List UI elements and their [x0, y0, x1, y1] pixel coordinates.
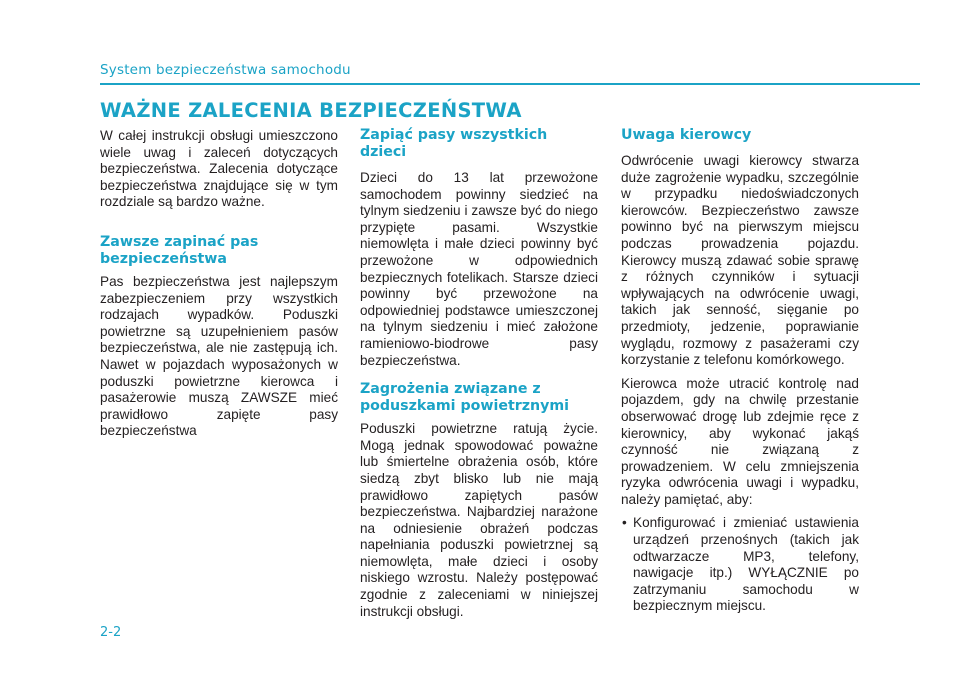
header-divider — [100, 83, 920, 85]
column-middle — [360, 128, 598, 627]
column-left — [100, 128, 338, 447]
children-paragraph: Dzieci do 13 lat przewożone samochodem powinny siedzieć na tylnym siedzeniu i zawsze być do niego przypięte pasami. Wszystkie niemowlęta i małe dzieci powinny być przewożone w odpowiednich bezpiecznych fotelikach. Starsze dzieci powinny być przewożone na odpowiedniej podstawce umieszczonej na tylnym siedzeniu i mieć założone ramieniowo-biodrowe pasy bezpieczeństwa. — [360, 170, 598, 368]
section-header-label: System bezpieczeństwa samochodu — [100, 62, 351, 78]
driver-distraction-paragraph-1: Odwrócenie uwagi kierowcy stwarza duże zagrożenie wypadku, szczególnie w przypadku niedoświadczonych kierowców. Bezpieczeństwo zawsze powinno być na pierwszym miejscu podczas prowadzenia pojazdu. Kierowcy muszą zdawać sobie sprawę z różnych czynników i sytuacji wpływających na odwrócenie uwagi, takich jak senność, sięganie po przedmioty, jedzenie, poprawianie wyglądu, rozmowy z pasażerami czy korzystanie z telefonu komórkowego. — [621, 153, 859, 368]
page-title: WAŻNE ZALECENIA BEZPIECZEŃSTWA — [100, 99, 522, 122]
airbag-hazards-heading: Zagrożenia związane z poduszkami powietrznymi — [360, 381, 569, 415]
page-number: 2-2 — [100, 625, 122, 640]
bullet-icon: • — [622, 515, 627, 531]
driver-distraction-heading: Uwaga kierowcy — [621, 127, 752, 143]
intro-paragraph: W całej instrukcji obsługi umieszczono wiele uwag i zaleceń dotyczących bezpieczeństwa. Zalecenia dotyczące bezpieczeństwa znajdujące się w tym rozdziale są bardzo ważne. — [100, 128, 338, 210]
seatbelt-paragraph: Pas bezpieczeństwa jest najlepszym zabezpieczeniem przy wszystkich rodzajach wypadków. Poduszki powietrzne są uzupełnieniem pasów bezpieczeństwa, ale nie zastępują ich. Nawet w pojazdach wyposażonych w poduszki powietrzne kierowca i pasażerowie muszą ZAWSZE mieć prawidłowo zapięte pasy bezpieczeństwa — [100, 273, 338, 439]
column-right — [621, 128, 859, 615]
driver-distraction-paragraph-2: Kierowca może utracić kontrolę nad pojazdem, gdy na chwilę przestanie obserwować drogę lub zdejmie ręce z kierownicy, aby wykonać jakąś czynność nie związaną z prowadzeniem. W celu zmniejszenia ryzyka odwrócenia uwagi i wypadku, należy pamiętać, aby: — [621, 375, 859, 507]
seatbelt-heading: Zawsze zapinać pas bezpieczeństwa — [100, 233, 259, 267]
list-item-text: Konfigurować i zmieniać ustawienia urządzeń przenośnych (takich jak odtwarzacze MP3, telefony, nawigacje itp.) WYŁĄCZNIE po zatrzymaniu samochodu w bezpiecznym miejscu. — [633, 515, 859, 614]
list-item — [621, 515, 859, 615]
airbag-hazards-paragraph: Poduszki powietrzne ratują życie. Mogą jednak spowodować poważne lub śmiertelne obrażenia osób, które siedzą zbyt blisko lub nie mają prawidłowo zapiętych pasów bezpieczeństwa. Najbardziej narażone na odniesienie obrażeń podczas napełniania poduszki powietrznej są niemowlęta, małe dzieci i osoby niskiego wzrostu. Należy postępować zgodnie z zaleceniami w niniejszej instrukcji obsługi. — [360, 421, 598, 619]
distraction-bullet-list — [621, 515, 859, 615]
children-heading: Zapiąć pasy wszystkich dzieci — [360, 127, 548, 160]
